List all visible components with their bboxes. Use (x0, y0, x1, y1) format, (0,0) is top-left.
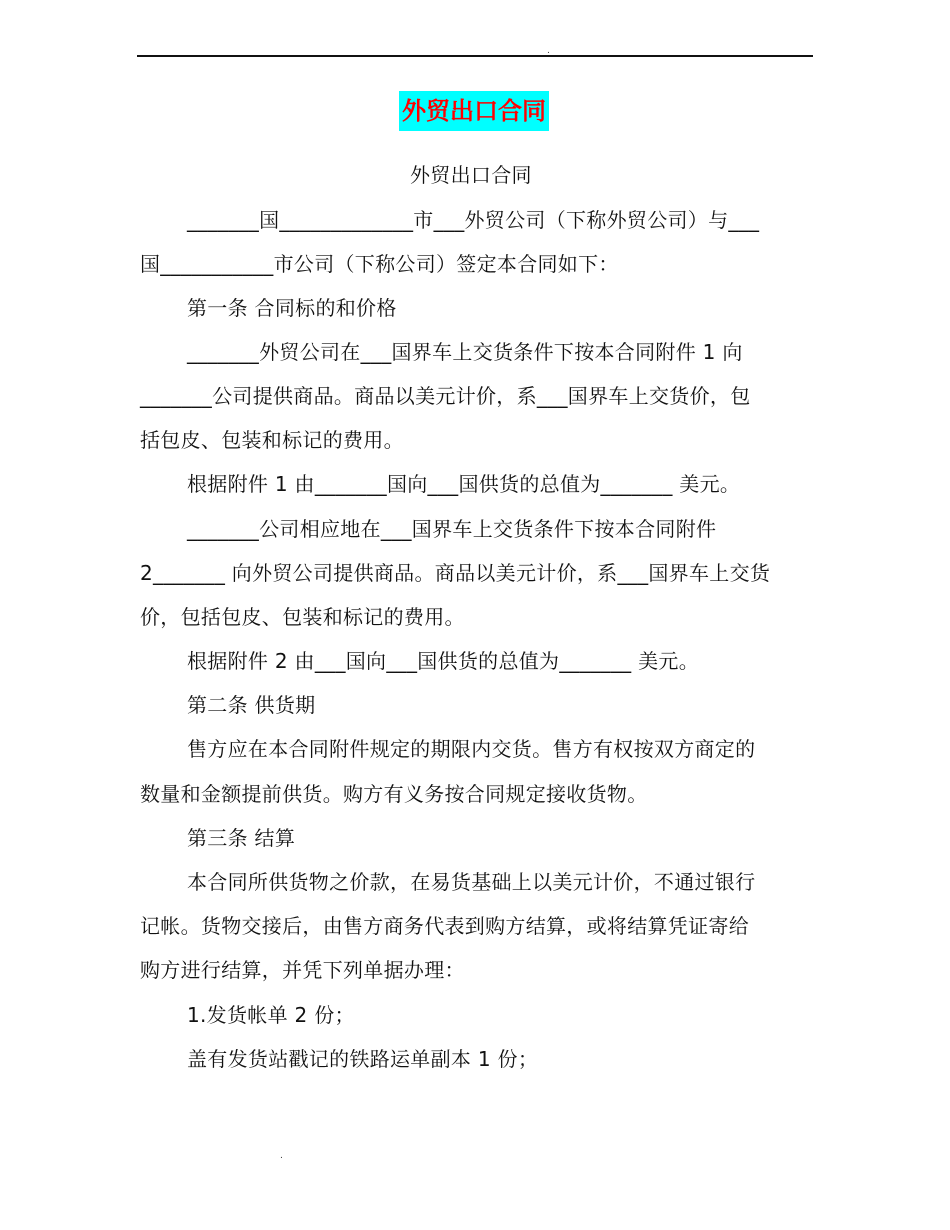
paragraph-line: _______外贸公司在___国界车上交货条件下按本合同附件 1 向 (187, 340, 743, 364)
paragraph-line: 括包皮、包装和标记的费用。 (140, 428, 404, 452)
paragraph-line: 本合同所供货物之价款，在易货基础上以美元计价，不通过银行 (187, 870, 756, 894)
paragraph-line: 购方进行结算，并凭下列单据办理： (140, 958, 465, 982)
document-title: 外贸出口合同 (399, 91, 549, 131)
document-subtitle: 外贸出口合同 (410, 163, 532, 187)
header-rule (137, 55, 813, 57)
paragraph-line: 记帐。货物交接后，由售方商务代表到购方结算，或将结算凭证寄给 (140, 914, 749, 938)
paragraph-line: 2_______ 向外贸公司提供商品。商品以美元计价，系___国界车上交货 (140, 561, 771, 585)
section-heading: 第一条 合同标的和价格 (187, 296, 397, 320)
footer-mark: . (280, 1151, 283, 1161)
paragraph-line: 根据附件 1 由_______国向___国供货的总值为_______ 美元。 (187, 472, 741, 496)
section-heading: 第二条 供货期 (187, 693, 316, 717)
paragraph-line: 数量和金额提前供货。购方有义务按合同规定接收货物。 (140, 782, 648, 806)
header-mark: . (547, 46, 550, 56)
section-heading: 第三条 结算 (187, 826, 296, 850)
paragraph-line: 价，包括包皮、包装和标记的费用。 (140, 605, 465, 629)
list-item: 盖有发货站戳记的铁路运单副本 1 份； (187, 1047, 539, 1071)
paragraph-line: 售方应在本合同附件规定的期限内交货。售方有权按双方商定的 (187, 737, 756, 761)
paragraph-line: 国___________市公司（下称公司）签定本合同如下： (140, 252, 619, 276)
paragraph-line: 根据附件 2 由___国向___国供货的总值为_______ 美元。 (187, 649, 699, 673)
paragraph-line: _______国_____________市___外贸公司（下称外贸公司）与___ (187, 208, 760, 232)
paragraph-line: _______公司提供商品。商品以美元计价，系___国界车上交货价，包 (140, 384, 751, 408)
list-item: 1.发货帐单 2 份； (187, 1003, 355, 1027)
paragraph-line: _______公司相应地在___国界车上交货条件下按本合同附件 (187, 517, 717, 541)
